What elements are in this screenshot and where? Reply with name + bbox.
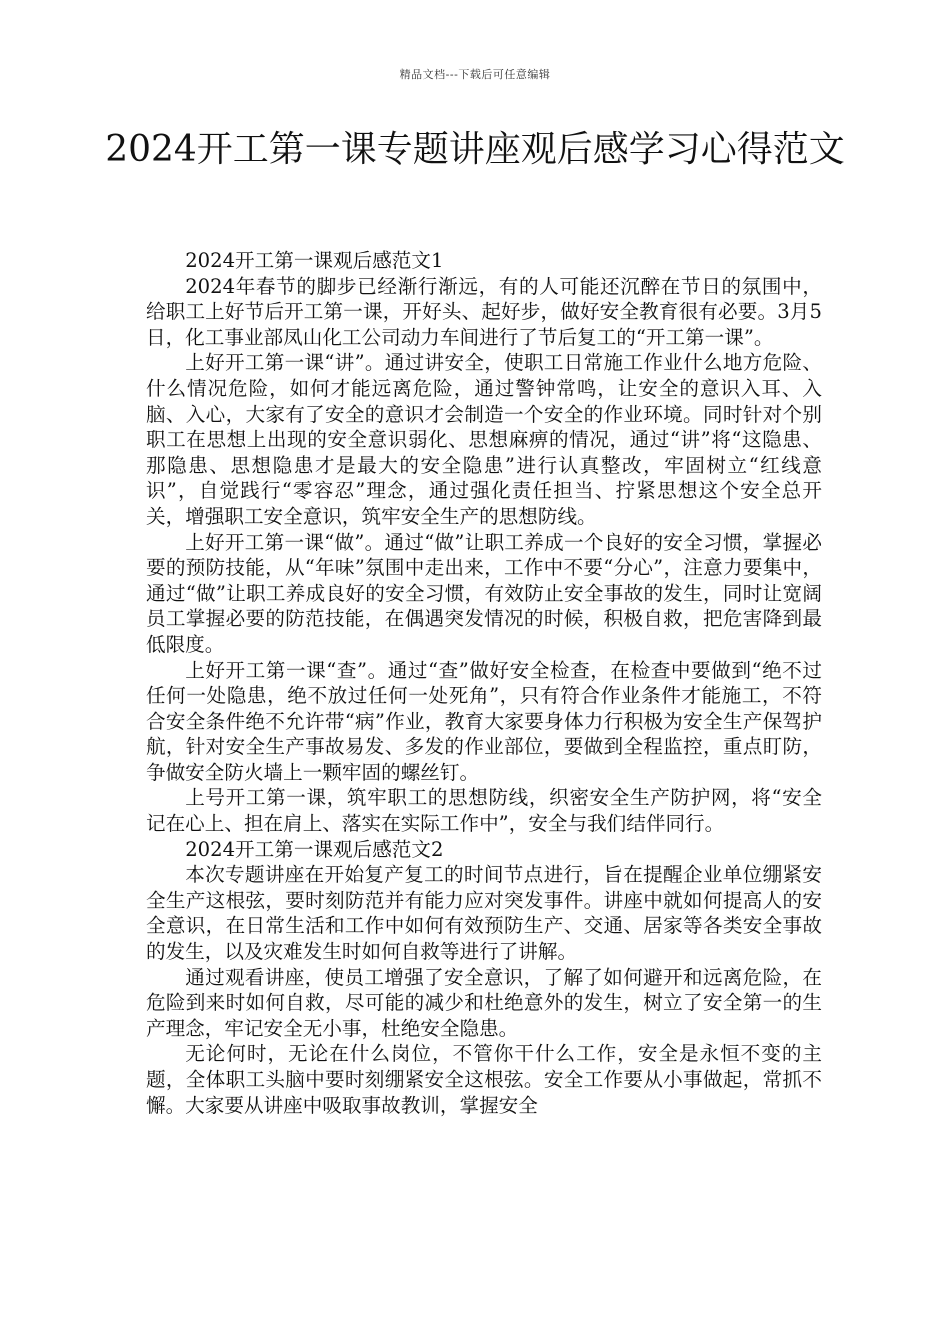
paragraph: 上好开工第一课“做”。通过“做”让职工养成一个良好的安全习惯，掌握必要的预防技能，从“年味”氛围中走出来，工作中不要“分心”，注意力要集中，通过“做”让职工养成良好的安全习惯，有效防止安全事故的发生，同时让宽阔员工掌握必要的防范技能，在偶遇突发情况的时候，积极自救，把危害降到最低限度。 — [146, 530, 822, 656]
paragraph: 本次专题讲座在开始复产复工的时间节点进行，旨在提醒企业单位绷紧安全生产这根弦，要时刻防范并有能力应对突发事件。讲座中就如何提高人的安全意识，在日常生活和工作中如何有效预防生产、交通、居家等各类安全事故的发生，以及灾难发生时如何自救等进行了讲解。 — [146, 863, 822, 964]
document-body — [146, 248, 822, 1118]
section-heading: 2024开工第一课观后感范文1 — [185, 249, 444, 272]
section-heading: 2024开工第一课观后感范文2 — [185, 837, 444, 861]
paragraph: 上好开工第一课“查”。通过“查”做好安全检查，在检查中要做到“绝不过任何一处隐患，绝不放过任何一处死角”，只有符合作业条件才能施工，不符合安全条件绝不允许带“病”作业，教育大家要身体力行积极为安全生产保驾护航，针对安全生产事故易发、多发的作业部位，要做到全程监控，重点盯防，争做安全防火墙上一颗牢固的螺丝钉。 — [146, 658, 822, 784]
paragraph: 无论何时，无论在什么岗位，不管你干什么工作，安全是永恒不变的主题，全体职工头脑中要时刻绷紧安全这根弦。安全工作要从小事做起，常抓不懈。大家要从讲座中吸取事故教训，掌握安全 — [146, 1042, 822, 1117]
paragraph: 上号开工第一课，筑牢职工的思想防线，织密安全生产防护网，将“安全记在心上、担在肩上、落实在实际工作中”，安全与我们结伴同行。 — [146, 786, 822, 836]
paragraph: 2024年春节的脚步已经渐行渐远，有的人可能还沉醉在节日的氛围中，给职工上好节后开工第一课，开好头、起好步，做好安全教育很有必要。3月5日，化工事业部凤山化工公司动力车间进行了节后复工的“开工第一课”。 — [146, 274, 822, 349]
header-note: 精品文档---下载后可任意编辑 — [399, 68, 551, 81]
document-title: 2024开工第一课专题讲座观后感学习心得范文 — [105, 129, 845, 170]
paragraph: 上好开工第一课“讲”。通过讲安全，使职工日常施工作业什么地方危险、什么情况危险，如何才能远离危险，通过警钟常鸣，让安全的意识入耳、入脑、入心，大家有了安全的意识才会制造一个安全的作业环境。同时针对个别职工在思想上出现的安全意识弱化、思想麻痹的情况，通过“讲”将“这隐患、那隐患、思想隐患才是最大的安全隐患”进行认真整改，牢固树立“红线意识”，自觉践行“零容忍”理念，通过强化责任担当、拧紧思想这个安全总开关，增强职工安全意识，筑牢安全生产的思想防线。 — [146, 351, 822, 528]
paragraph: 通过观看讲座，使员工增强了安全意识，了解了如何避开和远离危险，在危险到来时如何自救，尽可能的减少和杜绝意外的发生，树立了安全第一的生产理念，牢记安全无小事，杜绝安全隐患。 — [146, 965, 822, 1040]
